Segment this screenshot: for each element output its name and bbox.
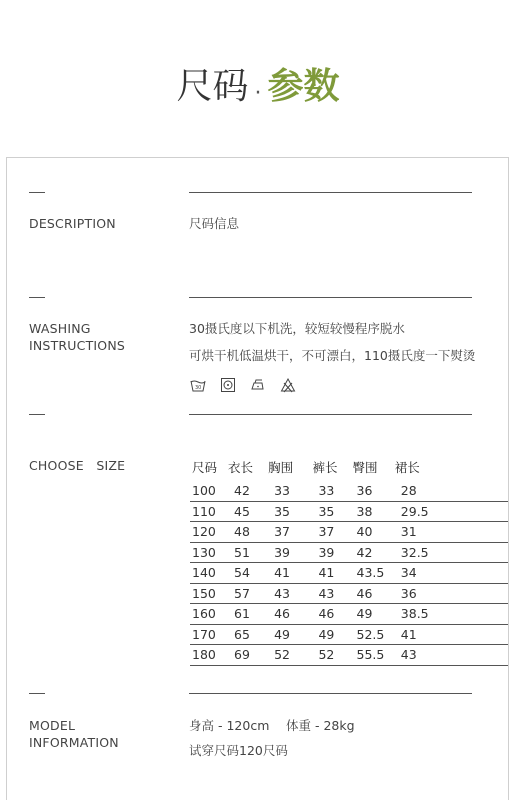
section-dash	[29, 414, 45, 415]
table-cell: 43	[268, 583, 312, 604]
table-cell: 35	[268, 501, 312, 522]
table-cell: 120	[190, 522, 228, 543]
description-label: DESCRIPTION	[29, 216, 116, 231]
table-cell: 52	[268, 645, 312, 666]
table-cell: 160	[190, 604, 228, 625]
table-cell: 52	[312, 645, 352, 666]
table-row	[190, 481, 508, 501]
tumble-dry-icon	[220, 377, 236, 393]
section-dash	[29, 297, 45, 298]
table-cell: 42	[228, 481, 268, 501]
header-length: 衣长	[228, 460, 254, 475]
washing-label-line2: INSTRUCTIONS	[29, 338, 126, 353]
table-row	[190, 563, 508, 584]
table-row	[190, 522, 508, 543]
table-cell: 42	[353, 542, 395, 563]
table-cell: 46	[353, 583, 395, 604]
table-cell: 48	[228, 522, 268, 543]
header-size: 尺码	[192, 460, 218, 475]
table-cell: 37	[268, 522, 312, 543]
svg-text:30: 30	[195, 385, 202, 391]
header-skirt-length: 裙长	[394, 460, 420, 475]
table-cell: 32.5	[395, 542, 508, 563]
wash-30-icon	[190, 377, 206, 393]
table-cell: 43	[395, 645, 508, 666]
section-rule	[189, 693, 472, 694]
table-cell: 49	[312, 624, 352, 645]
page-header	[0, 58, 516, 109]
header-chest: 胸围	[268, 460, 294, 475]
table-cell: 140	[190, 563, 228, 584]
table-cell: 46	[268, 604, 312, 625]
table-cell: 39	[312, 542, 352, 563]
table-cell: 49	[353, 604, 395, 625]
table-cell: 38.5	[395, 604, 508, 625]
table-cell: 41	[395, 624, 508, 645]
info-card	[6, 157, 509, 800]
table-row	[190, 501, 508, 522]
header-pants-length: 裤长	[312, 460, 338, 475]
table-cell: 100	[190, 481, 228, 501]
table-cell: 36	[395, 583, 508, 604]
table-cell: 61	[228, 604, 268, 625]
table-cell: 65	[228, 624, 268, 645]
table-cell: 34	[395, 563, 508, 584]
table-cell: 52.5	[353, 624, 395, 645]
table-cell: 57	[228, 583, 268, 604]
table-row	[190, 542, 508, 563]
table-row	[190, 583, 508, 604]
table-cell: 35	[312, 501, 352, 522]
table-cell: 110	[190, 501, 228, 522]
table-row	[190, 604, 508, 625]
table-row	[190, 624, 508, 645]
table-cell: 41	[312, 563, 352, 584]
table-cell: 46	[312, 604, 352, 625]
description-value: 尺码信息	[189, 216, 240, 231]
washing-line1: 30摄氏度以下机洗，较短较慢程序脱水	[189, 321, 405, 336]
table-cell: 41	[268, 563, 312, 584]
size-table	[190, 457, 508, 666]
section-dash	[29, 693, 45, 694]
model-height: 身高 - 120cm	[189, 718, 270, 733]
table-cell: 51	[228, 542, 268, 563]
table-cell: 54	[228, 563, 268, 584]
table-cell: 36	[353, 481, 395, 501]
model-label-line1: MODEL	[29, 718, 76, 733]
model-fit-size: 试穿尺码120尺码	[189, 743, 288, 758]
section-dash	[29, 192, 45, 193]
section-rule	[189, 192, 472, 193]
table-cell: 69	[228, 645, 268, 666]
table-cell: 40	[353, 522, 395, 543]
washing-line2: 可烘干机低温烘干，不可漂白，110摄氏度一下熨烫	[189, 348, 476, 363]
iron-icon	[250, 377, 266, 393]
table-cell: 45	[228, 501, 268, 522]
table-cell: 28	[395, 481, 508, 501]
header-hip: 臀围	[352, 460, 378, 475]
model-weight: 体重 - 28kg	[286, 718, 355, 733]
table-cell: 39	[268, 542, 312, 563]
table-cell: 29.5	[395, 501, 508, 522]
table-cell: 49	[268, 624, 312, 645]
section-rule	[189, 414, 472, 415]
table-row	[190, 645, 508, 666]
table-cell: 31	[395, 522, 508, 543]
table-cell: 130	[190, 542, 228, 563]
title-params: 参数	[267, 66, 340, 107]
table-cell: 33	[312, 481, 352, 501]
size-label: CHOOSE SIZE	[29, 458, 126, 473]
care-icons	[190, 377, 296, 393]
model-label-line2: INFORMATION	[29, 735, 119, 750]
section-rule	[189, 297, 472, 298]
table-cell: 38	[353, 501, 395, 522]
table-cell: 150	[190, 583, 228, 604]
table-cell: 43	[312, 583, 352, 604]
table-cell: 180	[190, 645, 228, 666]
washing-label-line1: WASHING	[29, 321, 91, 336]
table-cell: 43.5	[353, 563, 395, 584]
table-cell: 37	[312, 522, 352, 543]
table-cell: 170	[190, 624, 228, 645]
title-separator: ·	[254, 81, 262, 106]
table-cell: 55.5	[353, 645, 395, 666]
no-bleach-icon	[280, 377, 296, 393]
title-size: 尺码	[176, 66, 249, 107]
size-table-header	[190, 457, 508, 481]
table-cell: 33	[268, 481, 312, 501]
